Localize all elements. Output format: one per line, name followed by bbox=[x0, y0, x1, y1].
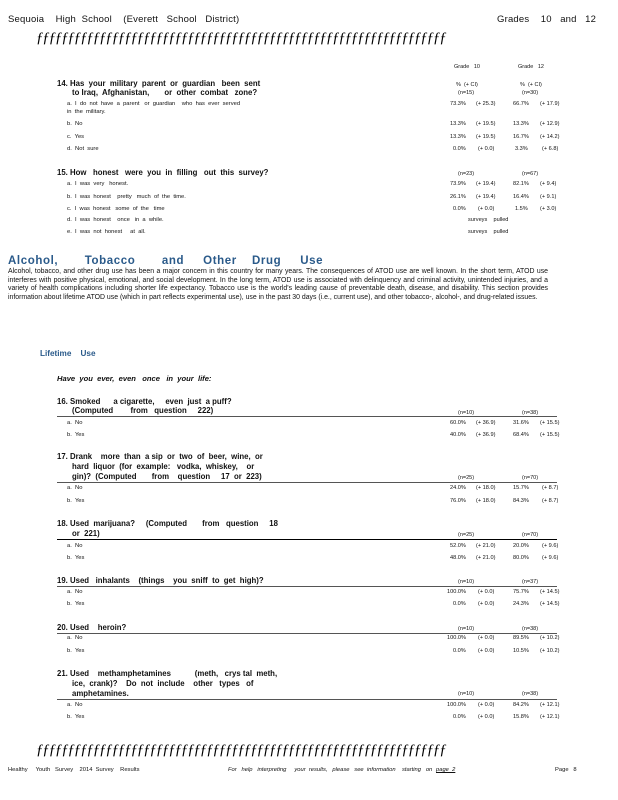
atod-section-title: Alcohol, Tobacco and Other Drug Use bbox=[8, 255, 324, 267]
q17-a-pct12: 15.7% bbox=[513, 485, 529, 491]
q20-n-grade10: (n=10) bbox=[458, 626, 475, 632]
q17-option-a: a. No bbox=[67, 485, 83, 491]
q14-d-ci12: (+ 6.8) bbox=[542, 146, 559, 152]
question-17-title-cont2: gin)? (Computed from question 17 or 223) bbox=[72, 472, 262, 481]
q14-c-ci10: (+ 19.5) bbox=[476, 134, 496, 140]
q21-a-ci10: (+ 0.0) bbox=[478, 702, 495, 708]
q19-b-ci10: (+ 0.0) bbox=[478, 601, 495, 607]
q21-rule bbox=[57, 699, 557, 700]
q16-rule bbox=[57, 416, 557, 417]
q14-b-ci10: (+ 19.5) bbox=[476, 121, 496, 127]
grades-label: Grades 10 and 12 bbox=[497, 14, 597, 25]
q19-n-grade10: (n=10) bbox=[458, 579, 475, 585]
q14-a-pct10: 73.3% bbox=[450, 101, 466, 107]
footer-help-text: For help interpreting your results, please see information starting on bbox=[228, 767, 433, 773]
q21-b-pct12: 15.8% bbox=[513, 714, 529, 720]
q21-b-ci12: (+ 12.1) bbox=[540, 714, 560, 720]
q17-option-b: b. Yes bbox=[67, 498, 85, 504]
q18-option-a: a. No bbox=[67, 543, 83, 549]
q14-option-d: d. Not sure bbox=[67, 146, 99, 152]
q14-option-a: a. I do not have a parent or guardian who has ever served bbox=[67, 101, 241, 107]
q19-rule bbox=[57, 586, 557, 587]
q18-a-pct12: 20.0% bbox=[513, 543, 529, 549]
q14-c-pct12: 16.7% bbox=[513, 134, 529, 140]
question-21-title-cont: ice, crank)? Do not include other types of bbox=[72, 679, 254, 688]
q15-a-ci10: (+ 19.4) bbox=[476, 181, 496, 187]
q14-option-b: b. No bbox=[67, 121, 83, 127]
report-title: Sequoia High School (Everett School District) bbox=[8, 14, 240, 25]
q15-a-pct10: 73.9% bbox=[450, 181, 466, 187]
q15-d-pulled: surveys pulled bbox=[468, 217, 509, 223]
q21-n-grade12: (n=38) bbox=[522, 691, 539, 697]
q18-a-pct10: 52.0% bbox=[450, 543, 466, 549]
question-18-title-cont: or 221) bbox=[72, 529, 100, 538]
q14-b-pct12: 13.3% bbox=[513, 121, 529, 127]
q16-b-ci10: (+ 36.9) bbox=[476, 432, 496, 438]
q14-n-grade10: (n=15) bbox=[458, 90, 475, 96]
q16-b-ci12: (+ 15.5) bbox=[540, 432, 560, 438]
q14-a-ci10: (+ 25.3) bbox=[476, 101, 496, 107]
q15-option-b: b. I was honest pretty much of the time. bbox=[67, 194, 186, 200]
q18-n-grade10: (n=25) bbox=[458, 532, 475, 538]
question-20-title: 20. Used heroin? bbox=[57, 623, 127, 632]
question-16-title: 16. Smoked a cigarette, even just a puff? bbox=[57, 397, 232, 406]
q19-option-a: a. No bbox=[67, 589, 83, 595]
q21-n-grade10: (n=10) bbox=[458, 691, 475, 697]
q15-b-ci12: (+ 9.1) bbox=[540, 194, 557, 200]
q15-option-e: e. I was not honest at all. bbox=[67, 229, 146, 235]
q14-ci-header-12: % (+ CI) bbox=[520, 82, 542, 88]
q19-a-pct12: 75.7% bbox=[513, 589, 529, 595]
q16-option-b: b. Yes bbox=[67, 432, 85, 438]
q19-b-pct10: 0.0% bbox=[453, 601, 466, 607]
q21-option-a: a. No bbox=[67, 702, 83, 708]
q16-a-ci10: (+ 36.9) bbox=[476, 420, 496, 426]
question-18-title: 18. Used marijuana? (Computed from question 18 bbox=[57, 519, 278, 528]
q14-a-ci12: (+ 17.9) bbox=[540, 101, 560, 107]
q17-b-pct12: 84.3% bbox=[513, 498, 529, 504]
q20-b-ci12: (+ 10.2) bbox=[540, 648, 560, 654]
q18-b-pct10: 48.0% bbox=[450, 555, 466, 561]
q16-a-pct12: 31.6% bbox=[513, 420, 529, 426]
q17-b-pct10: 76.0% bbox=[450, 498, 466, 504]
question-21-title-cont2: amphetamines. bbox=[72, 689, 129, 698]
lifetime-use-title: Lifetime Use bbox=[40, 349, 96, 358]
q20-rule bbox=[57, 633, 557, 634]
q18-a-ci12: (+ 9.6) bbox=[542, 543, 559, 549]
q17-b-ci12: (+ 8.7) bbox=[542, 498, 559, 504]
q17-n-grade10: (n=25) bbox=[458, 475, 475, 481]
q15-b-pct12: 16.4% bbox=[513, 194, 529, 200]
grade12-column-header: Grade 12 bbox=[518, 64, 544, 70]
q14-b-pct10: 13.3% bbox=[450, 121, 466, 127]
q20-b-ci10: (+ 0.0) bbox=[478, 648, 495, 654]
q15-b-pct10: 26.1% bbox=[450, 194, 466, 200]
q21-option-b: b. Yes bbox=[67, 714, 85, 720]
q15-b-ci10: (+ 19.4) bbox=[476, 194, 496, 200]
q21-b-pct10: 0.0% bbox=[453, 714, 466, 720]
q14-a-pct12: 66.7% bbox=[513, 101, 529, 107]
q19-b-pct12: 24.3% bbox=[513, 601, 529, 607]
page-number: Page 8 bbox=[555, 767, 577, 773]
q15-a-pct12: 82.1% bbox=[513, 181, 529, 187]
q20-a-pct10: 100.0% bbox=[447, 635, 466, 641]
q19-a-ci10: (+ 0.0) bbox=[478, 589, 495, 595]
q16-n-grade10: (n=10) bbox=[458, 410, 475, 416]
q14-d-pct12: 3.3% bbox=[515, 146, 528, 152]
q20-option-b: b. Yes bbox=[67, 648, 85, 654]
q16-a-pct10: 60.0% bbox=[450, 420, 466, 426]
q17-b-ci10: (+ 18.0) bbox=[476, 498, 496, 504]
q19-b-ci12: (+ 14.5) bbox=[540, 601, 560, 607]
q16-a-ci12: (+ 15.5) bbox=[540, 420, 560, 426]
grade10-column-header: Grade 10 bbox=[454, 64, 480, 70]
q21-a-pct12: 84.2% bbox=[513, 702, 529, 708]
q14-n-grade12: (n=30) bbox=[522, 90, 539, 96]
question-17-title-cont: hard liquor (for example: vodka, whiskey, or bbox=[72, 462, 255, 471]
q20-a-ci12: (+ 10.2) bbox=[540, 635, 560, 641]
q17-a-pct10: 24.0% bbox=[450, 485, 466, 491]
q20-b-pct10: 0.0% bbox=[453, 648, 466, 654]
atod-intro-paragraph: Alcohol, tobacco, and other drug use has been a major concern in this country for many years. The consequences of ATOD use are well known. In the short term, ATOD use interferes with positive physical, emotional, and social development. In the long term, ATOD use is associated with delinquency and criminal activity, unintended injuries, and a variety of health complications including shorter life expectancy. Tobacco use is the world's leading cause of preventable death, disease, and disability. This section provides information about lifetime ATOD use (which in part reflects experimental use), use in the past 30 days (i.e., current use), and other tobacco-, alcohol-, and drug-related issues. bbox=[8, 268, 548, 301]
q18-b-ci10: (+ 21.0) bbox=[476, 555, 496, 561]
question-16-title-cont: (Computed from question 222) bbox=[72, 406, 214, 415]
q15-c-ci12: (+ 3.0) bbox=[540, 206, 557, 212]
q17-rule bbox=[57, 482, 557, 483]
q21-b-ci10: (+ 0.0) bbox=[478, 714, 495, 720]
question-17-title: 17. Drank more than a sip or two of beer, wine, or bbox=[57, 452, 263, 461]
q16-b-pct12: 68.4% bbox=[513, 432, 529, 438]
q18-n-grade12: (n=70) bbox=[522, 532, 539, 538]
q20-option-a: a. No bbox=[67, 635, 83, 641]
q17-a-ci10: (+ 18.0) bbox=[476, 485, 496, 491]
q14-b-ci12: (+ 12.9) bbox=[540, 121, 560, 127]
q15-option-a: a. I was very honest. bbox=[67, 181, 129, 187]
q16-n-grade12: (n=38) bbox=[522, 410, 539, 416]
q19-n-grade12: (n=37) bbox=[522, 579, 539, 585]
q20-b-pct12: 10.5% bbox=[513, 648, 529, 654]
q15-option-c: c. I was honest some of the time bbox=[67, 206, 165, 212]
q18-b-pct12: 80.0% bbox=[513, 555, 529, 561]
question-21-title: 21. Used methamphetamines (meth, crys tal meth, bbox=[57, 669, 278, 678]
q14-c-pct10: 13.3% bbox=[450, 134, 466, 140]
q14-option-a-cont: in the military. bbox=[67, 109, 106, 115]
q19-a-ci12: (+ 14.5) bbox=[540, 589, 560, 595]
q18-b-ci12: (+ 9.6) bbox=[542, 555, 559, 561]
q15-e-pulled: surveys pulled bbox=[468, 229, 509, 235]
q14-option-c: c. Yes bbox=[67, 134, 85, 140]
q17-n-grade12: (n=70) bbox=[522, 475, 539, 481]
q16-option-a: a. No bbox=[67, 420, 83, 426]
q15-option-d: d. I was honest once in a while. bbox=[67, 217, 164, 223]
q20-a-ci10: (+ 0.0) bbox=[478, 635, 495, 641]
q19-a-pct10: 100.0% bbox=[447, 589, 466, 595]
q21-a-pct10: 100.0% bbox=[447, 702, 466, 708]
q14-d-pct10: 0.0% bbox=[453, 146, 466, 152]
q14-d-ci10: (+ 0.0) bbox=[478, 146, 495, 152]
q15-c-pct10: 0.0% bbox=[453, 206, 466, 212]
q15-n-grade12: (n=67) bbox=[522, 171, 539, 177]
q15-c-ci10: (+ 0.0) bbox=[478, 206, 495, 212]
q21-a-ci12: (+ 12.1) bbox=[540, 702, 560, 708]
q18-rule bbox=[57, 539, 557, 540]
q18-a-ci10: (+ 21.0) bbox=[476, 543, 496, 549]
question-15-title: 15. How honest were you in filling out this survey? bbox=[57, 168, 269, 177]
q17-a-ci12: (+ 8.7) bbox=[542, 485, 559, 491]
q20-a-pct12: 89.5% bbox=[513, 635, 529, 641]
question-19-title: 19. Used inhalants (things you sniff to get high)? bbox=[57, 576, 264, 585]
question-14-title-cont: to Iraq, Afghanistan, or other combat zone? bbox=[72, 88, 258, 97]
q18-option-b: b. Yes bbox=[67, 555, 85, 561]
footer-page-link[interactable]: page 2 bbox=[436, 767, 456, 773]
footer-divider: ƒƒƒƒƒƒƒƒƒƒƒƒƒƒƒƒƒƒƒƒƒƒƒƒƒƒƒƒƒƒƒƒƒƒƒƒƒƒƒƒƒƒƒƒƒƒƒƒƒƒƒƒƒƒƒƒƒƒƒƒƒƒƒƒƒ bbox=[36, 742, 446, 758]
q15-c-pct12: 1.5% bbox=[515, 206, 528, 212]
q16-b-pct10: 40.0% bbox=[450, 432, 466, 438]
q14-c-ci12: (+ 14.2) bbox=[540, 134, 560, 140]
question-14-title: 14. Has your military parent or guardian been sent bbox=[57, 79, 261, 88]
q19-option-b: b. Yes bbox=[67, 601, 85, 607]
q14-ci-header-10: % (+ CI) bbox=[456, 82, 478, 88]
footer-report-name: Healthy Youth Survey 2014 Survey Results bbox=[8, 767, 140, 773]
lifetime-use-intro: Have you ever, even once in your life: bbox=[57, 374, 212, 383]
q20-n-grade12: (n=38) bbox=[522, 626, 539, 632]
q15-a-ci12: (+ 9.4) bbox=[540, 181, 557, 187]
q15-n-grade10: (n=23) bbox=[458, 171, 475, 177]
header-divider: ƒƒƒƒƒƒƒƒƒƒƒƒƒƒƒƒƒƒƒƒƒƒƒƒƒƒƒƒƒƒƒƒƒƒƒƒƒƒƒƒƒƒƒƒƒƒƒƒƒƒƒƒƒƒƒƒƒƒƒƒƒƒƒƒƒ bbox=[36, 30, 446, 46]
